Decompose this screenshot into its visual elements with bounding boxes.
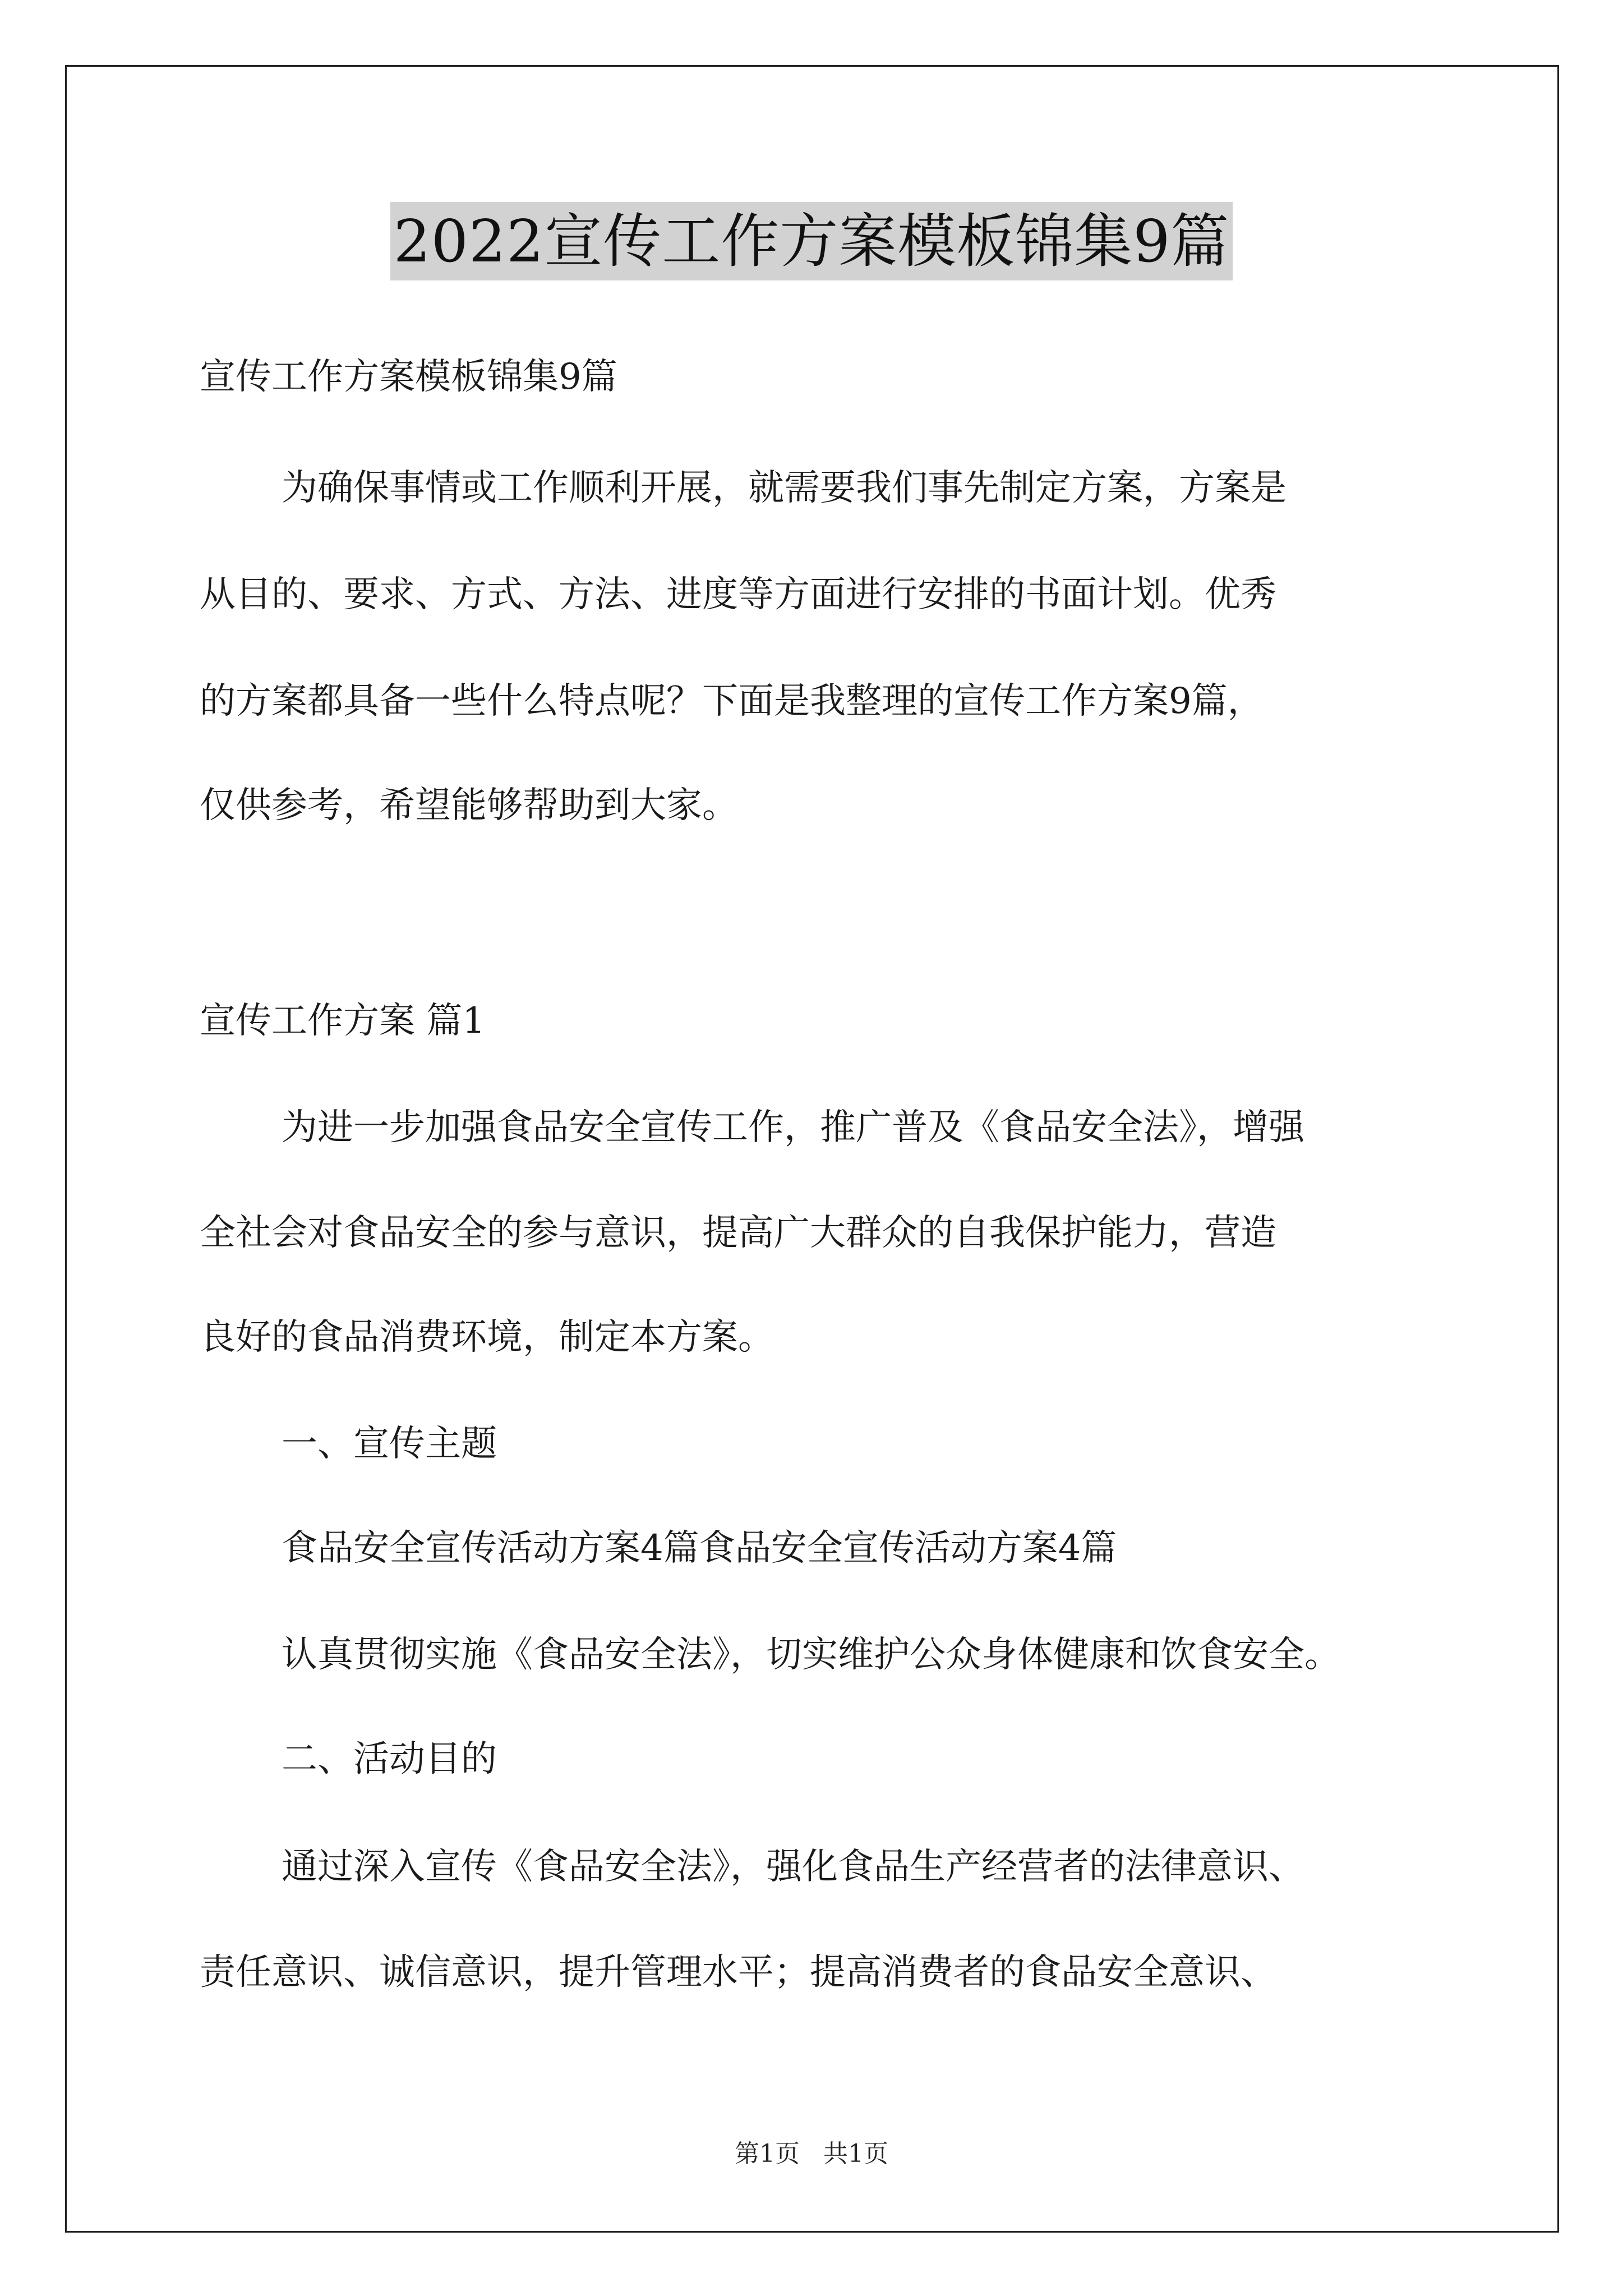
- page-footer: [0, 2138, 1623, 2170]
- body-line: 全社会对食品安全的参与意识，提高广大群众的自我保护能力，营造: [200, 1212, 1276, 1254]
- intro-line: 从目的、要求、方式、方法、进度等方面进行安排的书面计划。优秀: [200, 574, 1276, 615]
- subsection-heading: 一、宣传主题: [282, 1423, 497, 1465]
- intro-line: 的方案都具备一些什么特点呢？下面是我整理的宣传工作方案9篇，: [200, 680, 1264, 722]
- body-line: 通过深入宣传《食品安全法》，强化食品生产经营者的法律意识、: [282, 1846, 1304, 1888]
- section-heading: 宣传工作方案 篇1: [200, 1000, 486, 1042]
- title-container: [0, 202, 1623, 280]
- body-line: 良好的食品消费环境，制定本方案。: [200, 1317, 774, 1358]
- intro-line: 仅供参考，希望能够帮助到大家。: [200, 785, 738, 826]
- document-title: 2022宣传工作方案模板锦集9篇: [390, 202, 1233, 280]
- subsection-heading: 二、活动目的: [282, 1738, 497, 1780]
- document-subtitle: 宣传工作方案模板锦集9篇: [200, 356, 617, 398]
- body-line: 食品安全宣传活动方案4篇食品安全宣传活动方案4篇: [282, 1527, 1117, 1569]
- page-number-total: 共1页: [823, 2139, 888, 2168]
- page-number-current: 第1页: [735, 2139, 800, 2168]
- body-line: 为进一步加强食品安全宣传工作，推广普及《食品安全法》，增强: [282, 1107, 1304, 1148]
- body-line: 认真贯彻实施《食品安全法》，切实维护公众身体健康和饮食安全。: [282, 1634, 1340, 1676]
- body-line: 责任意识、诚信意识，提升管理水平；提高消费者的食品安全意识、: [200, 1952, 1276, 1993]
- intro-line: 为确保事情或工作顺利开展，就需要我们事先制定方案，方案是: [282, 467, 1287, 509]
